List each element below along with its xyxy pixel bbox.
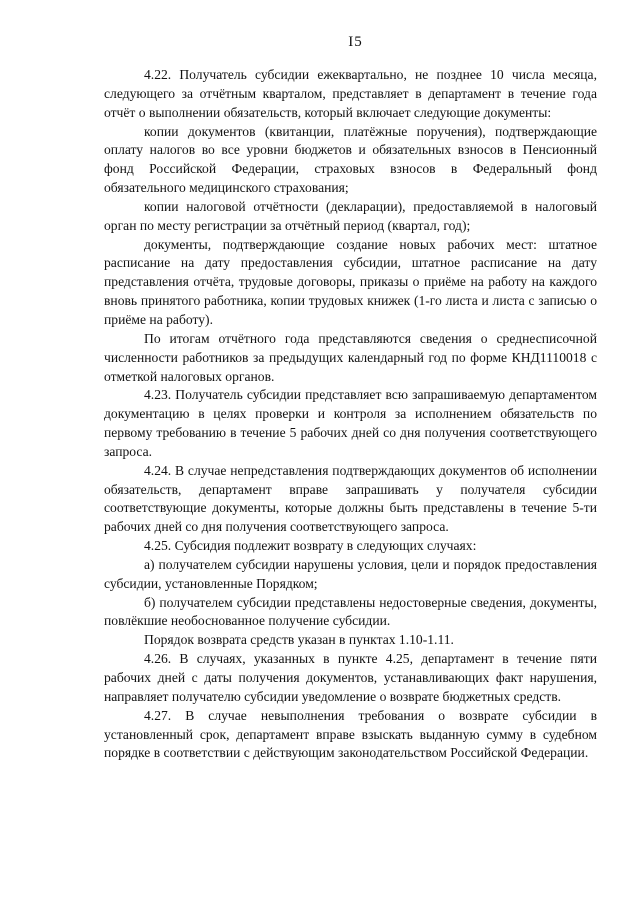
paragraph-4-22-job-documents: документы, подтверждающие создание новых рабочих мест: штатное расписание на дату предоставления субсидии, штатное расписание на дату представления отчёта, трудовые договоры, приказы о приёме на работу на каждого вновь принятого работника, копии трудовых книжек (1-го листа и листа с записью о приёме на работу). [104, 236, 597, 327]
paragraph-4-24: 4.24. В случае непредставления подтверждающих документов об исполнении обязательств, департамент вправе запрашивать у получателя субсидии соответствующие документы, которые должны быть представлены в течение 5-ти рабочих дней со дня получения соответствующего запроса. [104, 462, 597, 535]
paragraph-4-22-annual-headcount: По итогам отчётного года представляются сведения о среднесписочной численности работников за предыдущих календарный год по форме КНД1110018 с отметкой налоговых органов. [104, 330, 597, 384]
paragraph-4-27: 4.27. В случае невыполнения требования о возврате субсидии в установленный срок, департамент вправе взыскать выданную сумму в судебном порядке в соответствии с действующим законодательством Российской Федерации. [104, 707, 597, 761]
paragraph-4-23: 4.23. Получатель субсидии представляет всю запрашиваемую департаментом документацию в целях проверки и контроля за исполнением обязательств по первому требованию в течение 5 рабочих дней со дня получения соответствующего запроса. [104, 387, 597, 459]
paragraph-4-26: 4.26. В случаях, указанных в пункте 4.25, департамент в течение пяти рабочих дней с даты получения документов, устанавливающих факт нарушения, направляет получателю субсидии уведомление о возврате бюджетных средств. [104, 651, 597, 704]
page-number: I5 [348, 34, 363, 50]
paragraph-4-25-refund-order: Порядок возврата средств указан в пунктах 1.10-1.11. [144, 632, 454, 648]
paragraph-4-25-b: б) получателем субсидии представлены недостоверные сведения, документы, повлёкшие необоснованное получение субсидии. [104, 594, 597, 629]
paragraph-4-25-a: а) получателем субсидии нарушены условия, цели и порядок предоставления субсидии, установленные Порядком; [104, 556, 597, 591]
paragraph-4-22-tax-reports: копии налоговой отчётности (декларации), предоставляемой в налоговый орган по месту регистрации за отчётный период (квартал, год); [104, 198, 597, 233]
document-body [104, 66, 597, 763]
paragraph-4-22: 4.22. Получатель субсидии ежеквартально, не позднее 10 числа месяца, следующего за отчётным кварталом, представляет в департамент в течение года отчёт о выполнении обязательств, который включает следующие документы: [104, 67, 597, 120]
paragraph-4-22-payment-copies: копии документов (квитанции, платёжные поручения), подтверждающие оплату налогов во все уровни бюджетов и обязательных взносов в Пенсионный фонд Российской Федерации, страховых взносов в Федеральный фонд обязательного медицинского страхования; [104, 123, 597, 196]
paragraph-4-25: 4.25. Субсидия подлежит возврату в следующих случаях: [144, 538, 477, 554]
